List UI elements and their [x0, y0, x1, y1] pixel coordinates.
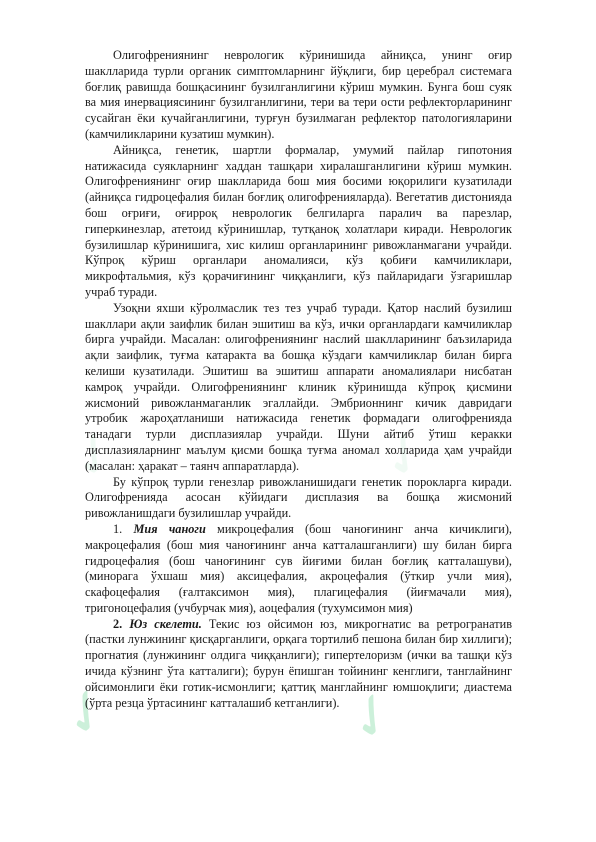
list-item-text: Текис юз ойсимон юз, микрогнатис ва ретрогранатив (пастки лунжининг қисқарганлиги, орқага тортилиб пешона билан бир хиллиги); прогнатия (лунжининг олдига чиққанлиги); гипертелоризм (ички ва ташқи кўз ичида кўзнинг ўта катталиги); бурун ёпишган тойининг кенглиги, танглайнинг ойсимонлиги ёки готик-исмонлиги; қаттиқ манглайнинг юмшоқлиги; диастема (ўрта резца ўртасининг катталашиб кетганлиги).: [85, 616, 513, 710]
watermark-check-icon: ✓: [45, 670, 127, 754]
list-item-heading: Юз скелети.: [129, 616, 202, 631]
list-number: 1.: [113, 521, 134, 536]
paragraph-genetic-forms: Айниқса, генетик, шартли формалар, умумий пайлар гипотония натижасида суякларнинг хаддан ташқари хиралашганлигини кўриш мумкин. Олигофрениянинг оғир шаклларида бош мия босими юқорилиги кузатилади (айниқса гидроцефалия билан боғлиқ олигофренияларда). Вегетатив дистонияда бош оғриғи, оғирроқ неврологик белгиларга паралич ва парезлар, гиперкинезлар, атетоид кўринишлар, тутқаноқ холатлари киради. Неврологик бузилишлар кўринишига, хис килиш органларининг ривожланмагани учрайди. Кўпроқ кўриш органлари аномалияси, кўз қобиғи камчиликлари, микрофтальмия, кўз қорачиғининг чиққанлиги, кўз пайларидаги ўзгаришлар учраб туради.: [85, 142, 512, 299]
watermark-check-icon: ✓: [53, 412, 135, 496]
document-body: [85, 48, 512, 711]
paragraph-skull-list-item: [85, 522, 512, 617]
list-item-heading: Мия чаноги: [133, 521, 206, 536]
paragraph-vision-hearing: Узоқни яхши кўролмаслик тез тез учраб туради. Қатор наслий бузилиш шакллари ақли заифлик билан эшитиш ва кўз, ички органлардаги камчиликлар бирга учрайди. Масалан: олигофрениянинг наслий шаклларининг баъзиларида ақли заифлик, туғма катаракта ва бошқа кўздаги камчиликлар билан бирга келиши кузатилади. Эшитиш ва эшитиш аппарати аномалиялари нисбатан камроқ учрайди. Олигофрениянинг клиник кўринишда кўпроқ қисмини жисмоний ривожланмаганлик эгаллайди. Эмбрионнинг кичик давридаги утробик жароҳатланиши натижасида генетик формадаги олигофренияда танадаги турли дисплазиялар учрайди. Шуни айтиб ўтиш керакки дисплазияларнинг маълум қисми бошқа туғма аномал холларида ҳам учрайди (масалан: ҳаракат – таянч аппаратларда).: [85, 300, 512, 473]
paragraph-dysplasia-intro: Бу кўпроқ турли генезлар ривожланишидаги генетик порокларга киради. Олигофренияда асосан кўйидаги дисплазия ва бошқа жисмоний ривожланишдаги бузилишлар учрайди.: [85, 474, 512, 521]
watermark-check-icon: ✓: [331, 674, 413, 758]
paragraph-neurological-signs: Олигофрениянинг неврологик кўринишида айниқса, унинг оғир шаклларида турли органик симптомларнинг йўқлиги, бир церебрал системага боғлиқ равишда бошқасининг бузилганлигини кўриш мумкин. Бунга бош суяк ва мия инервациясининг бузилганлигини, тери ва тери ости рефлекторларининг сусайган ёки кучайганлигини, турғун бузилмаган рефлектор патологияларини (камчиликларини кузатиш мумкин).: [85, 48, 512, 141]
watermark-check-icon: ✓: [363, 412, 445, 496]
list-item-text: микроцефалия (бош чаноғининг анча кичиклиги), макроцефалия (бош мия чаноғининг анча катталашганлиги) шу билан бирга гидроцефалия (бош чаноғининг сув йиғими билан боғлиқ катталашуви), (минорага ўхшаш мия) аксицефалия, акроцефалия (ўткир учли мия), скафоцефалия (ғалтаксимон мия), плагицефалия (йиғмачали мия), тригоноцефалия (учбурчак мия), аоцефалия (тухумсимон мия): [85, 521, 513, 615]
paragraph-face-skeleton-list-item: [85, 617, 512, 712]
list-number: 2.: [113, 616, 130, 631]
